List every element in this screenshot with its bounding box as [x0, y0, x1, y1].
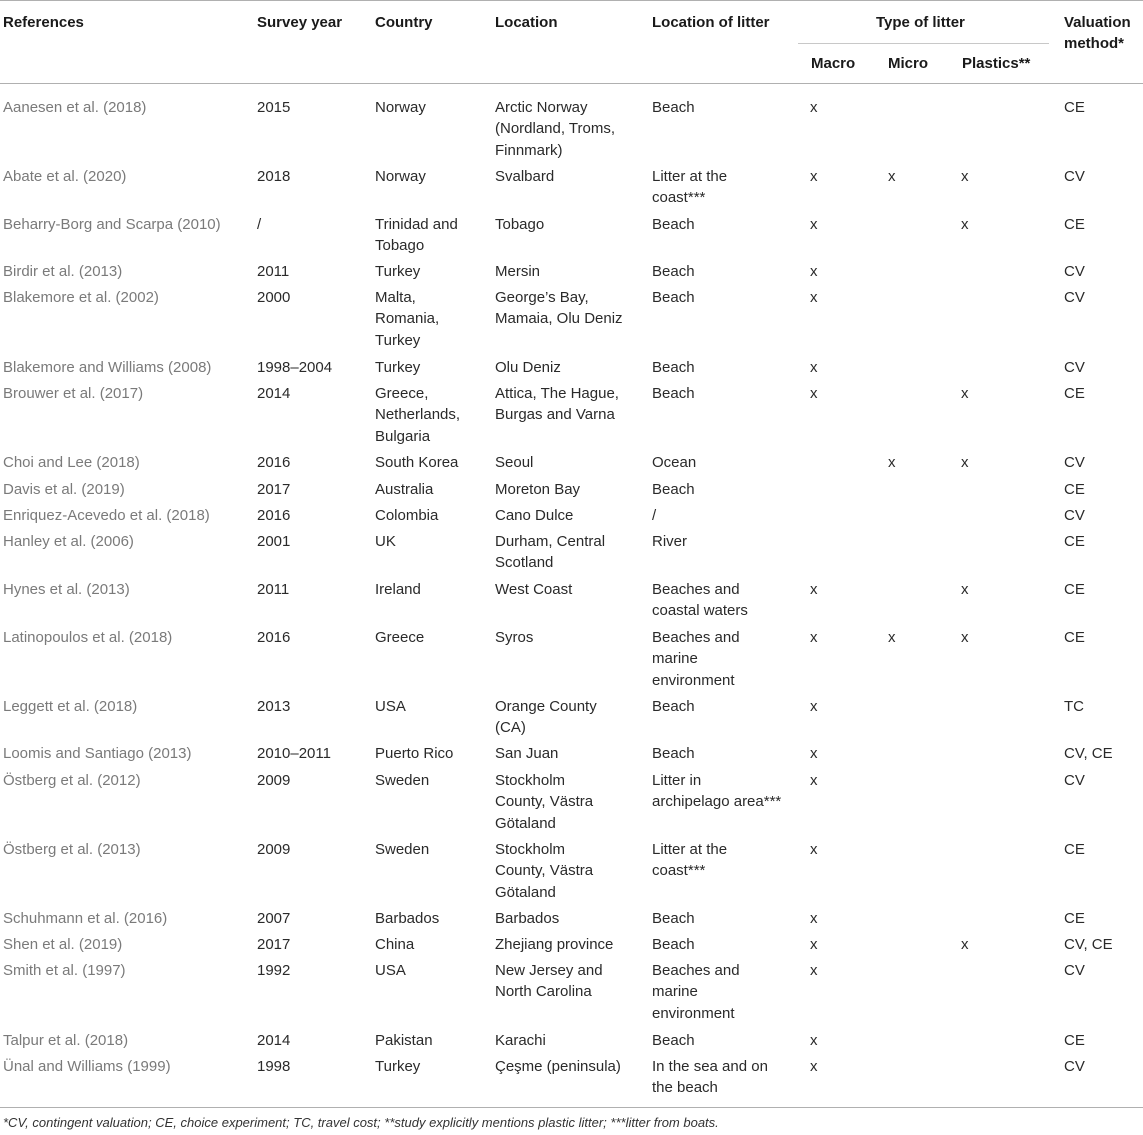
cell-reference: Östberg et al. (2013): [3, 841, 141, 858]
table-footnote: *CV, contingent valuation; CE, choice experiment; TC, travel cost; **study explicitly mentions plastic litter; ***litter from boats.: [3, 1115, 719, 1130]
cell-country: Norway: [375, 168, 426, 185]
cell-survey-year: 2011: [257, 581, 290, 598]
header-micro: Micro: [888, 55, 929, 72]
header-valuation-method-line2: method*: [1064, 35, 1124, 52]
cell-valuation-method: CE: [1064, 1032, 1085, 1049]
cell-reference: Leggett et al. (2018): [3, 698, 138, 715]
cell-survey-year: 2009: [257, 772, 291, 789]
cell-macro: x: [810, 216, 818, 233]
cell-macro: x: [810, 99, 818, 116]
cell-location-of-litter: Beach: [652, 359, 695, 376]
cell-location: West Coast: [495, 581, 573, 598]
cell-location: Stockholm County, Västra Götaland: [495, 772, 594, 832]
cell-location: Attica, The Hague, Burgas and Varna: [495, 385, 619, 424]
cell-location-of-litter: Beaches and coastal waters: [652, 581, 748, 620]
cell-macro: x: [810, 385, 818, 402]
cell-micro: x: [888, 168, 896, 185]
cell-survey-year: 2014: [257, 385, 291, 402]
cell-location-of-litter: Beach: [652, 216, 695, 233]
cell-location: Çeşme (peninsula): [495, 1058, 621, 1075]
cell-location: Syros: [495, 629, 534, 646]
cell-location-of-litter: Beach: [652, 745, 695, 762]
cell-valuation-method: CE: [1064, 581, 1085, 598]
cell-reference: Talpur et al. (2018): [3, 1032, 129, 1049]
cell-survey-year: 1998: [257, 1058, 291, 1075]
cell-valuation-method: CV: [1064, 359, 1085, 376]
cell-plastics: x: [961, 216, 969, 233]
header-references: References: [3, 14, 84, 31]
header-valuation-method-line1: Valuation: [1064, 14, 1131, 31]
cell-survey-year: 2014: [257, 1032, 291, 1049]
cell-survey-year: 2017: [257, 481, 291, 498]
cell-macro: x: [810, 962, 818, 979]
cell-location: Olu Deniz: [495, 359, 561, 376]
cell-location-of-litter: Beach: [652, 263, 695, 280]
cell-macro: x: [810, 698, 818, 715]
cell-location: Orange County (CA): [495, 698, 597, 737]
cell-survey-year: 2011: [257, 263, 290, 280]
cell-location-of-litter: In the sea and on the beach: [652, 1058, 768, 1097]
cell-country: Turkey: [375, 359, 421, 376]
cell-location: Arctic Norway (Nordland, Troms, Finnmark): [495, 99, 616, 159]
cell-survey-year: 1998–2004: [257, 359, 333, 376]
cell-reference: Östberg et al. (2012): [3, 772, 141, 789]
cell-survey-year: 2009: [257, 841, 291, 858]
cell-country: South Korea: [375, 454, 459, 471]
cell-location: Barbados: [495, 910, 560, 927]
cell-valuation-method: CE: [1064, 841, 1085, 858]
cell-location-of-litter: Litter at the coast***: [652, 841, 728, 880]
cell-location: New Jersey and North Carolina: [495, 962, 603, 1001]
cell-location-of-litter: Litter at the coast***: [652, 168, 728, 207]
cell-reference: Beharry-Borg and Scarpa (2010): [3, 216, 221, 233]
cell-reference: Blakemore et al. (2002): [3, 289, 159, 306]
cell-survey-year: 2000: [257, 289, 291, 306]
cell-reference: Brouwer et al. (2017): [3, 385, 144, 402]
cell-survey-year: 2001: [257, 533, 291, 550]
cell-country: Turkey: [375, 1058, 421, 1075]
cell-location: Svalbard: [495, 168, 555, 185]
cell-country: Malta, Romania, Turkey: [375, 289, 440, 349]
cell-country: USA: [375, 698, 406, 715]
cell-reference: Loomis and Santiago (2013): [3, 745, 192, 762]
cell-valuation-method: CE: [1064, 216, 1085, 233]
cell-valuation-method: CE: [1064, 99, 1085, 116]
cell-reference: Latinopoulos et al. (2018): [3, 629, 173, 646]
cell-country: Sweden: [375, 841, 430, 858]
cell-reference: Shen et al. (2019): [3, 936, 123, 953]
cell-valuation-method: CE: [1064, 533, 1085, 550]
cell-location-of-litter: Beach: [652, 936, 695, 953]
header-group-divider: [798, 43, 1049, 44]
cell-reference: Ünal and Williams (1999): [3, 1058, 171, 1075]
cell-country: Norway: [375, 99, 426, 116]
header-macro: Macro: [811, 55, 856, 72]
cell-valuation-method: CV: [1064, 168, 1085, 185]
cell-location-of-litter: /: [652, 507, 657, 524]
cell-valuation-method: CE: [1064, 481, 1085, 498]
cell-survey-year: 2016: [257, 454, 291, 471]
cell-location-of-litter: Beach: [652, 289, 695, 306]
cell-macro: x: [810, 841, 818, 858]
cell-macro: x: [810, 1058, 818, 1075]
cell-macro: x: [810, 772, 818, 789]
cell-reference: Aanesen et al. (2018): [3, 99, 147, 116]
cell-location: Seoul: [495, 454, 534, 471]
cell-survey-year: 2007: [257, 910, 291, 927]
cell-macro: x: [810, 168, 818, 185]
cell-plastics: x: [961, 385, 969, 402]
cell-location-of-litter: Ocean: [652, 454, 697, 471]
cell-location: Mersin: [495, 263, 541, 280]
cell-valuation-method: CV, CE: [1064, 936, 1113, 953]
cell-country: Ireland: [375, 581, 421, 598]
cell-survey-year: 2017: [257, 936, 291, 953]
cell-location-of-litter: Beach: [652, 481, 695, 498]
cell-location: Stockholm County, Västra Götaland: [495, 841, 594, 901]
cell-country: Barbados: [375, 910, 440, 927]
cell-reference: Choi and Lee (2018): [3, 454, 140, 471]
cell-plastics: x: [961, 936, 969, 953]
cell-country: Trinidad and Tobago: [375, 216, 458, 255]
header-location-of-litter: Location of litter: [652, 14, 770, 31]
cell-valuation-method: CV, CE: [1064, 745, 1113, 762]
cell-reference: Birdir et al. (2013): [3, 263, 123, 280]
cell-macro: x: [810, 263, 818, 280]
cell-reference: Hynes et al. (2013): [3, 581, 130, 598]
cell-location-of-litter: Beach: [652, 910, 695, 927]
cell-location: Moreton Bay: [495, 481, 581, 498]
cell-location: George’s Bay, Mamaia, Olu Deniz: [495, 289, 623, 328]
cell-location-of-litter: Beach: [652, 1032, 695, 1049]
cell-location-of-litter: River: [652, 533, 688, 550]
header-type-of-litter: Type of litter: [876, 14, 965, 31]
cell-location-of-litter: Beach: [652, 99, 695, 116]
cell-plastics: x: [961, 168, 969, 185]
header-survey-year: Survey year: [257, 14, 343, 31]
cell-survey-year: 2018: [257, 168, 291, 185]
cell-plastics: x: [961, 581, 969, 598]
cell-reference: Enriquez-Acevedo et al. (2018): [3, 507, 210, 524]
cell-reference: Blakemore and Williams (2008): [3, 359, 212, 376]
cell-valuation-method: CE: [1064, 629, 1085, 646]
cell-valuation-method: CV: [1064, 962, 1085, 979]
cell-macro: x: [810, 629, 818, 646]
cell-valuation-method: CE: [1064, 385, 1085, 402]
cell-reference: Smith et al. (1997): [3, 962, 126, 979]
cell-valuation-method: CV: [1064, 263, 1085, 280]
cell-reference: Abate et al. (2020): [3, 168, 127, 185]
cell-country: Greece: [375, 629, 425, 646]
cell-valuation-method: TC: [1064, 698, 1084, 715]
header-location: Location: [495, 14, 558, 31]
cell-country: UK: [375, 533, 396, 550]
cell-country: Puerto Rico: [375, 745, 454, 762]
cell-location-of-litter: Beaches and marine environment: [652, 962, 740, 1022]
cell-country: USA: [375, 962, 406, 979]
cell-country: Colombia: [375, 507, 439, 524]
cell-reference: Hanley et al. (2006): [3, 533, 134, 550]
cell-country: Australia: [375, 481, 434, 498]
cell-macro: x: [810, 936, 818, 953]
cell-survey-year: 2016: [257, 629, 291, 646]
cell-country: Pakistan: [375, 1032, 433, 1049]
cell-location: Durham, Central Scotland: [495, 533, 606, 572]
cell-country: Sweden: [375, 772, 430, 789]
cell-macro: x: [810, 359, 818, 376]
cell-location: Tobago: [495, 216, 545, 233]
cell-macro: x: [810, 1032, 818, 1049]
cell-valuation-method: CV: [1064, 289, 1085, 306]
cell-location: San Juan: [495, 745, 559, 762]
cell-macro: x: [810, 745, 818, 762]
header-country: Country: [375, 14, 433, 31]
cell-country: China: [375, 936, 415, 953]
cell-location: Cano Dulce: [495, 507, 574, 524]
cell-macro: x: [810, 289, 818, 306]
cell-valuation-method: CV: [1064, 1058, 1085, 1075]
table-header: [0, 1, 1143, 84]
cell-reference: Davis et al. (2019): [3, 481, 125, 498]
cell-valuation-method: CV: [1064, 454, 1085, 471]
cell-plastics: x: [961, 454, 969, 471]
header-plastics: Plastics**: [962, 55, 1031, 72]
cell-macro: x: [810, 581, 818, 598]
cell-survey-year: 2015: [257, 99, 291, 116]
cell-survey-year: 1992: [257, 962, 291, 979]
cell-micro: x: [888, 454, 896, 471]
cell-location-of-litter: Beaches and marine environment: [652, 629, 740, 689]
cell-country: Turkey: [375, 263, 421, 280]
cell-survey-year: /: [257, 216, 262, 233]
cell-valuation-method: CE: [1064, 910, 1085, 927]
cell-valuation-method: CV: [1064, 507, 1085, 524]
cell-valuation-method: CV: [1064, 772, 1085, 789]
cell-location-of-litter: Beach: [652, 385, 695, 402]
cell-location: Zhejiang province: [495, 936, 614, 953]
cell-location: Karachi: [495, 1032, 546, 1049]
cell-location-of-litter: Beach: [652, 698, 695, 715]
cell-survey-year: 2013: [257, 698, 291, 715]
cell-survey-year: 2010–2011: [257, 745, 331, 762]
cell-macro: x: [810, 910, 818, 927]
cell-country: Greece, Netherlands, Bulgaria: [375, 385, 461, 445]
cell-reference: Schuhmann et al. (2016): [3, 910, 168, 927]
cell-survey-year: 2016: [257, 507, 291, 524]
cell-plastics: x: [961, 629, 969, 646]
cell-micro: x: [888, 629, 896, 646]
cell-location-of-litter: Litter in archipelago area***: [652, 772, 782, 811]
